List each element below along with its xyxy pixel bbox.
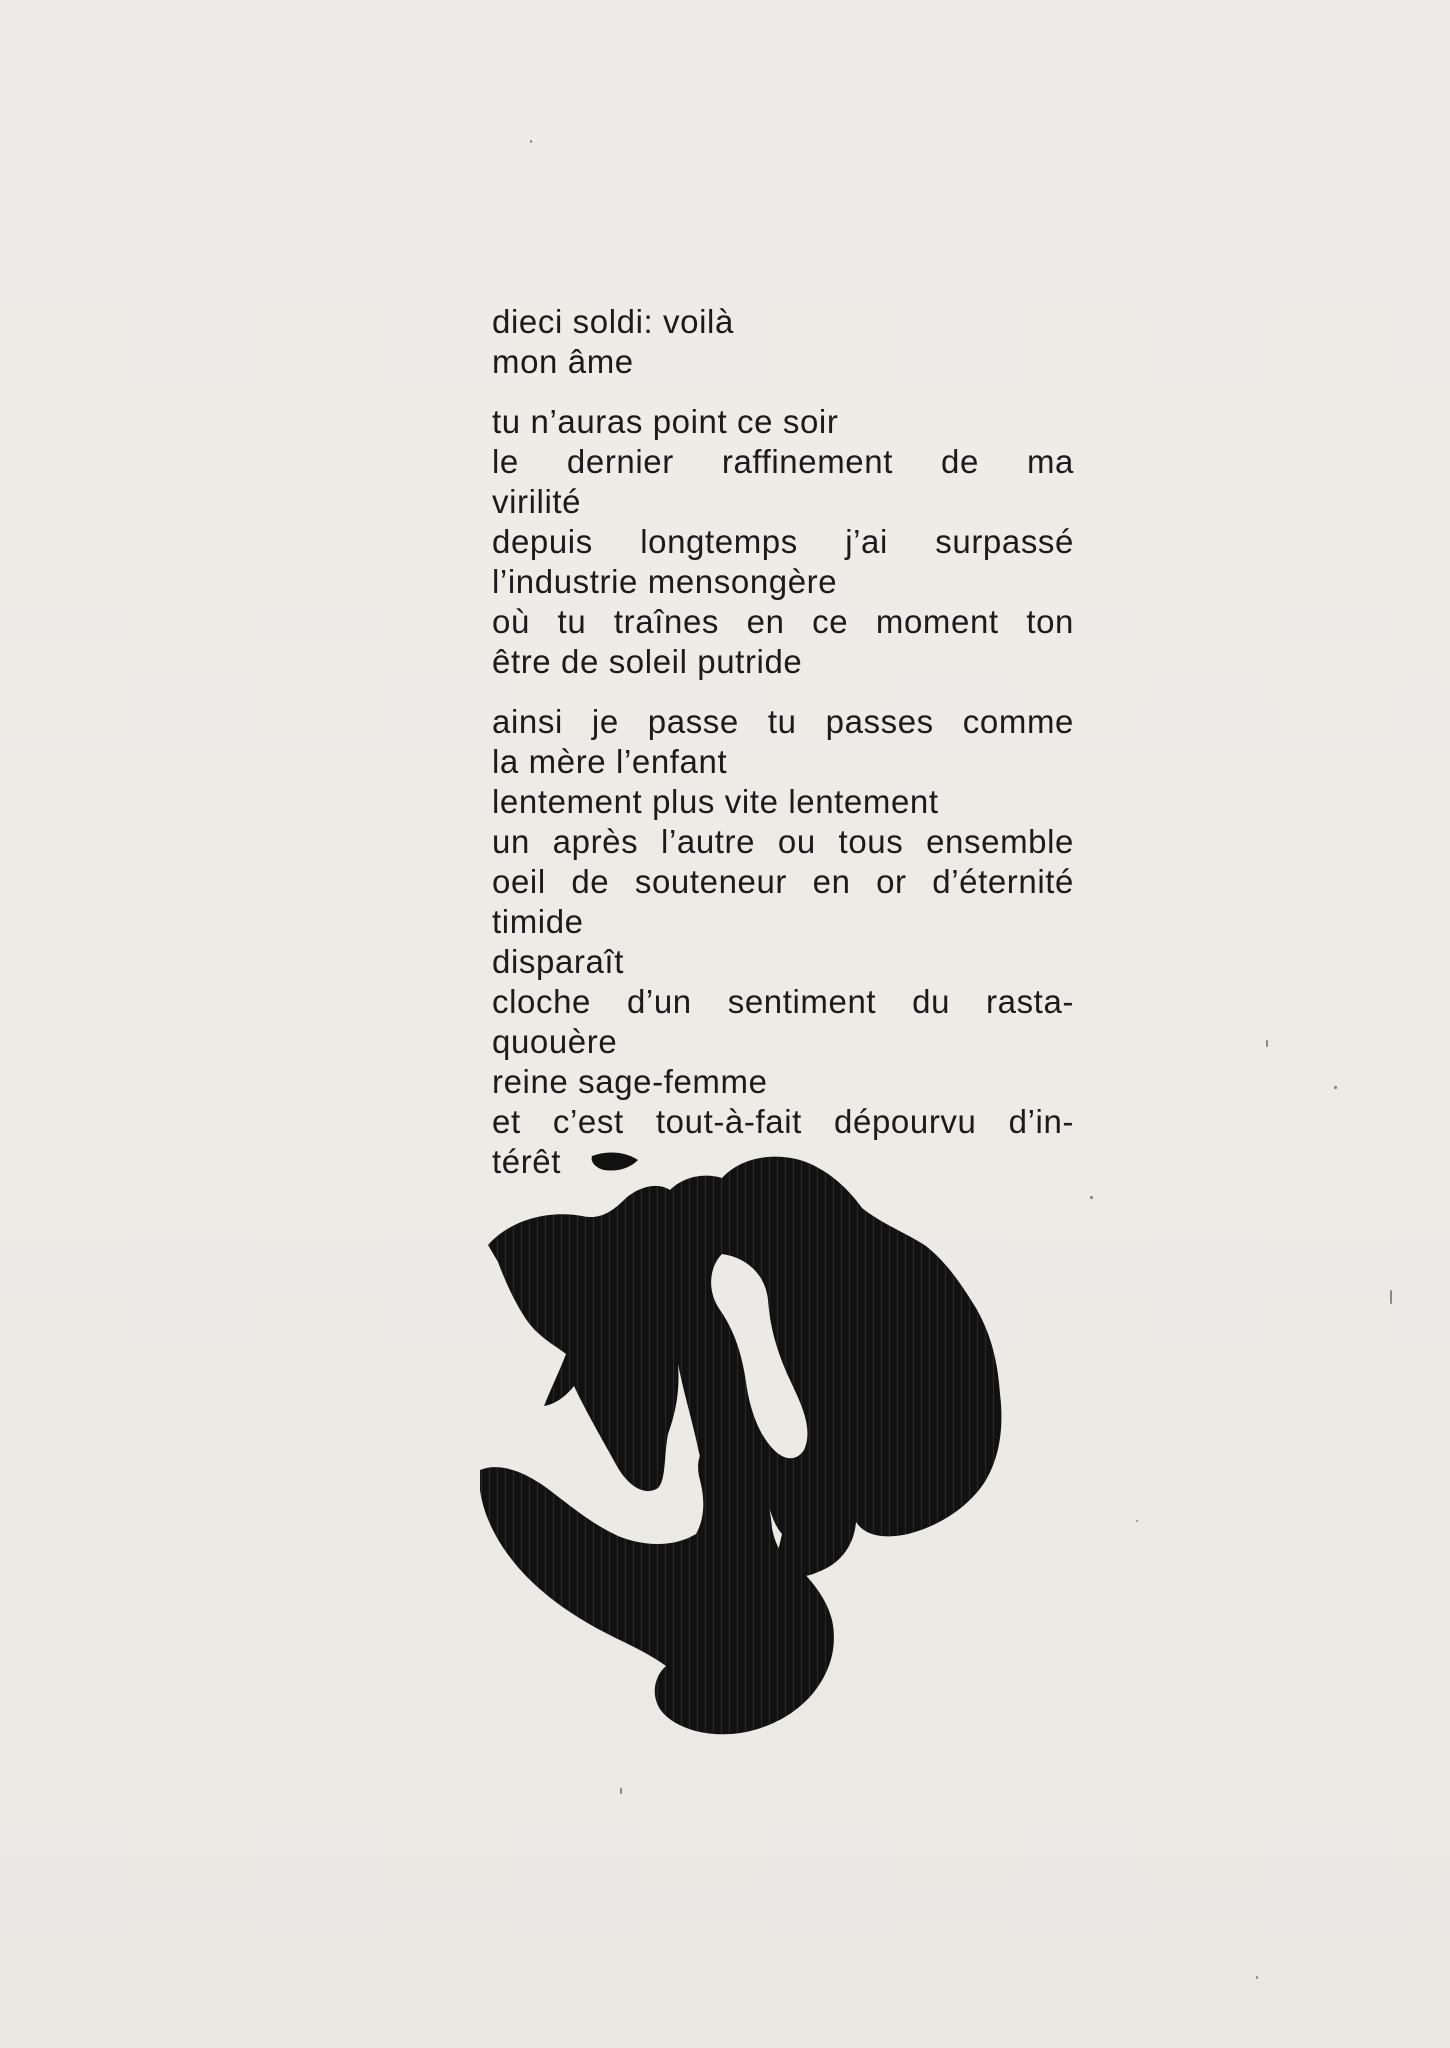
paper-speck	[1334, 1086, 1337, 1089]
poem-line: un après l’autre ou tous ensemble	[492, 823, 1074, 860]
stanza-3	[492, 702, 1074, 1182]
woodcut-shape-fragment	[592, 1153, 638, 1171]
poem-line: lentement plus vite lentement	[492, 783, 939, 820]
poem-line: mon âme	[492, 343, 634, 380]
poem-line: térêt	[492, 1143, 562, 1180]
poem-line: l’industrie mensongère	[492, 563, 838, 600]
poem-line: et c’est tout-à-fait dépourvu d’in-	[492, 1103, 1074, 1140]
paper-speck	[1256, 1976, 1258, 1979]
poem-line: cloche d’un sentiment du rasta-	[492, 983, 1074, 1020]
poem-line: disparaît	[492, 943, 624, 980]
stanza-2	[492, 402, 1074, 682]
poem-text	[492, 302, 1074, 1202]
poem-line: timide	[492, 903, 584, 940]
poem-line: où tu traînes en ce moment ton	[492, 603, 1074, 640]
paper-speck	[620, 1788, 622, 1794]
poem-line: dieci soldi: voilà	[492, 303, 734, 340]
woodcut-illustration	[470, 1150, 1090, 1740]
poem-line: le dernier raffinement de ma	[492, 443, 1074, 480]
poem-line: être de soleil putride	[492, 643, 803, 680]
poem-line: ainsi je passe tu passes comme	[492, 703, 1074, 740]
paper-speck	[1090, 1196, 1093, 1199]
poem-line: la mère l’enfant	[492, 743, 728, 780]
paper-speck	[1266, 1040, 1268, 1047]
paper-speck	[530, 140, 532, 143]
poem-line: tu n’auras point ce soir	[492, 403, 839, 440]
stanza-1	[492, 302, 1074, 382]
poem-line: oeil de souteneur en or d’éternité	[492, 863, 1074, 900]
poem-line: reine sage-femme	[492, 1063, 768, 1100]
paper-speck	[1136, 1520, 1138, 1522]
poem-line: quouère	[492, 1023, 618, 1060]
paper-speck	[1390, 1290, 1392, 1304]
poem-line: virilité	[492, 483, 582, 520]
poem-line: depuis longtemps j’ai surpassé	[492, 523, 1074, 560]
